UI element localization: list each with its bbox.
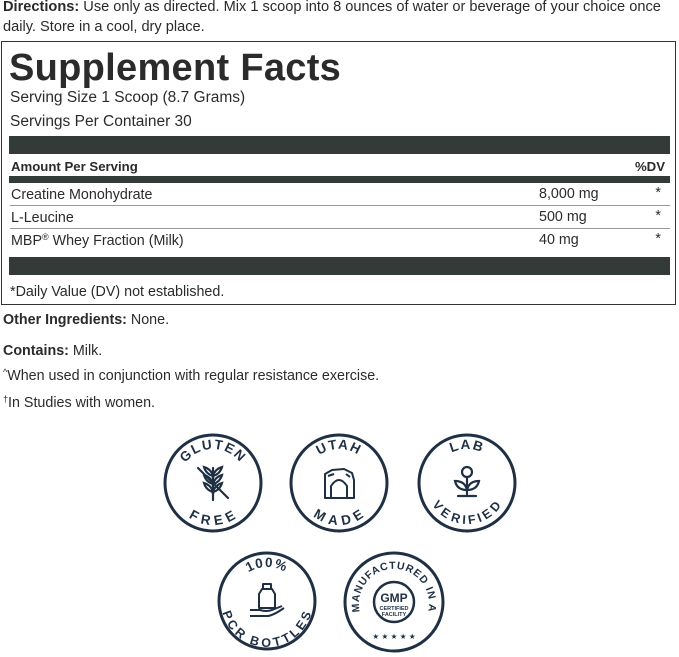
facts-title: Supplement Facts	[9, 47, 342, 89]
note-text: When used in conjunction with regular resistance exercise.	[7, 368, 380, 384]
directions-body: Use only as directed. Mix 1 scoop into 8 ounces of water or beverage of your choice once daily. Store in a cool, dry place.	[3, 0, 661, 35]
gmp-badge	[342, 550, 446, 654]
supplement-facts-panel	[1, 41, 676, 305]
ingredient-amount: 500 mg	[539, 209, 587, 225]
serving-size: Serving Size 1 Scoop (8.7 Grams)	[10, 89, 246, 106]
contains-label: Contains:	[3, 343, 69, 359]
sprout-icon	[455, 467, 479, 496]
amount-per-serving-label: Amount Per Serving	[11, 159, 138, 174]
ingredient-amount: 40 mg	[539, 232, 579, 248]
utah-arch-icon	[325, 469, 354, 498]
svg-text:100%	[243, 555, 290, 575]
svg-text:FREE	[187, 507, 239, 528]
dv-header-label: %DV	[634, 159, 665, 174]
medium-divider	[9, 176, 670, 183]
note-mark: ^	[3, 367, 8, 377]
gmp-stars: ★ ★ ★ ★ ★	[372, 632, 416, 641]
note-resistance-exercise	[3, 367, 379, 384]
gmp-big-text: GMP	[380, 591, 408, 605]
contains-value: Milk.	[68, 343, 103, 359]
wheat-icon	[198, 467, 228, 500]
servings-per-container: Servings Per Container 30	[10, 113, 192, 130]
other-ingredients-value: None.	[126, 312, 170, 328]
gmp-ring-text: MANUFACTURED IN A	[349, 559, 439, 614]
amount-header-row	[11, 159, 667, 174]
pcr-bottles-top-text: 100%	[243, 554, 291, 575]
pcr-bottles-bottom-text: PCR BOTTLES	[219, 608, 315, 650]
thick-divider-top	[9, 136, 670, 154]
other-ingredients-label: Other Ingredients:	[3, 312, 127, 328]
ingredient-dv: *	[655, 208, 661, 224]
svg-text:PCR BOTTLES	[220, 609, 315, 650]
utah-made-badge	[288, 432, 390, 534]
row-divider	[10, 228, 670, 229]
gmp-certified-text: CERTIFIED	[379, 606, 409, 612]
gluten-free-top-text: GLUTEN	[176, 436, 250, 466]
lab-verified-top-text: LAB	[447, 436, 487, 456]
pcr-bottles-badge	[216, 550, 318, 652]
ingredient-name: MBP® Whey Fraction (Milk)	[11, 232, 184, 249]
gmp-facility-text: FACILITY	[381, 612, 407, 618]
directions-text	[3, 0, 675, 37]
other-ingredients	[3, 312, 169, 328]
gluten-free-bottom-text: FREE	[187, 506, 239, 528]
contains-statement	[3, 343, 102, 359]
gluten-free-badge	[162, 432, 264, 534]
bottle-hand-icon	[250, 584, 284, 616]
utah-made-top-text: UTAH	[313, 436, 365, 458]
dv-footnote: *Daily Value (DV) not established.	[10, 284, 225, 300]
row-divider	[10, 205, 670, 206]
ingredient-dv: *	[655, 231, 661, 247]
ingredient-dv: *	[655, 185, 661, 201]
ingredient-name: Creatine Monohydrate	[11, 187, 153, 203]
note-text: In Studies with women.	[8, 395, 156, 411]
table-row	[10, 207, 670, 229]
ingredient-name: L-Leucine	[11, 210, 74, 226]
directions-label: Directions:	[3, 0, 80, 15]
note-studies-women	[3, 394, 155, 411]
svg-text:MADE	[311, 505, 366, 527]
lab-verified-badge	[416, 432, 518, 534]
table-row	[10, 230, 670, 252]
ingredient-amount: 8,000 mg	[539, 186, 599, 202]
note-mark: †	[3, 394, 9, 404]
utah-made-bottom-text: MADE	[311, 505, 367, 528]
svg-text:LAB	[447, 437, 486, 455]
table-row	[10, 184, 670, 206]
lab-verified-bottom-text: VERIFIED	[429, 497, 505, 527]
thick-divider-bottom	[9, 257, 670, 275]
